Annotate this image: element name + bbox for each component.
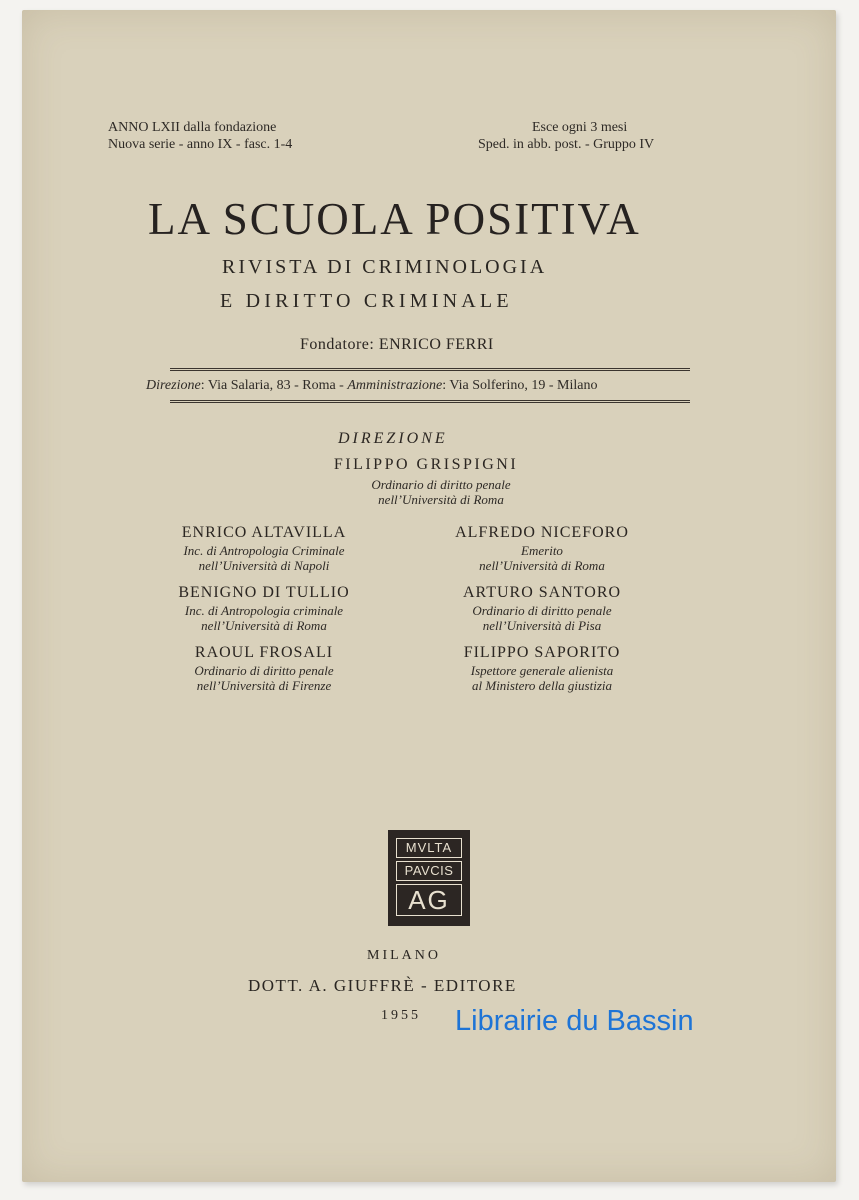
footer-city: MILANO	[367, 948, 441, 963]
footer-year: 1955	[381, 1008, 421, 1023]
logo-line2: PAVCIS	[396, 861, 462, 881]
member-block	[422, 524, 662, 573]
member-role-line1: Inc. di Antropologia criminale	[184, 603, 344, 618]
member-role-line2: nell’Università di Pisa	[482, 618, 602, 633]
amministrazione-label: Amministrazione	[347, 378, 443, 393]
director-role-line1: Ordinario di diritto penale	[371, 477, 511, 492]
member-block	[422, 644, 662, 693]
member-role-line1: Ordinario di diritto penale	[194, 663, 334, 678]
member-role-line1: Inc. di Antropologia Criminale	[183, 543, 345, 558]
bookseller-watermark: Librairie du Bassin	[455, 1005, 694, 1037]
publisher-logo	[388, 830, 470, 926]
address-line	[146, 378, 597, 394]
director-name: FILIPPO GRISPIGNI	[333, 456, 519, 473]
member-role-line1: Ispettore generale alienista	[470, 663, 614, 678]
director-block	[286, 456, 566, 507]
header-left-line2: Nuova serie - anno IX - fasc. 1-4	[108, 137, 293, 152]
page-title: LA SCUOLA POSITIVA	[148, 194, 641, 244]
logo-line1: MVLTA	[396, 838, 462, 858]
header-right-line2: Sped. in abb. post. - Gruppo IV	[478, 137, 655, 152]
logo-line3: AG	[396, 884, 462, 916]
member-name: ALFREDO NICEFORO	[455, 524, 629, 541]
member-block	[144, 644, 384, 693]
direzione-label: Direzione	[146, 378, 201, 393]
member-name: RAOUL FROSALI	[194, 644, 334, 661]
member-role-line2: nell’Università di Roma	[201, 618, 327, 633]
direzione-address: : Via Salaria, 83 - Roma -	[200, 378, 348, 393]
member-name: ARTURO SANTORO	[462, 584, 622, 601]
member-block	[144, 584, 384, 633]
member-name: BENIGNO DI TULLIO	[178, 584, 350, 601]
divider-top-2	[170, 370, 690, 371]
header-right-line1: Esce ogni 3 mesi	[532, 120, 628, 135]
member-name: ENRICO ALTAVILLA	[181, 524, 347, 541]
direzione-heading: DIREZIONE	[338, 430, 448, 447]
member-role-line1: Emerito	[521, 543, 563, 558]
header-left-line1: ANNO LXII dalla fondazione	[108, 120, 277, 135]
footer-publisher: DOTT. A. GIUFFRÈ - EDITORE	[248, 976, 517, 995]
member-role-line2: al Ministero della giustizia	[472, 678, 612, 693]
director-role-line2: nell’Università di Roma	[378, 492, 504, 507]
header-right	[478, 119, 698, 153]
divider-bottom-2	[170, 402, 690, 403]
magazine-cover	[22, 10, 836, 1182]
member-block	[144, 524, 384, 573]
member-name: FILIPPO SAPORITO	[463, 644, 621, 661]
member-role-line2: nell’Università di Napoli	[198, 558, 330, 573]
header-left	[108, 119, 292, 153]
subtitle-line1: RIVISTA DI CRIMINOLOGIA	[222, 256, 548, 278]
founder: Fondatore: ENRICO FERRI	[300, 336, 494, 353]
member-role-line1: Ordinario di diritto penale	[472, 603, 612, 618]
subtitle-line2: E DIRITTO CRIMINALE	[220, 290, 513, 312]
amministrazione-address: : Via Solferino, 19 - Milano	[442, 378, 598, 393]
member-role-line2: nell’Università di Firenze	[196, 678, 332, 693]
member-role-line2: nell’Università di Roma	[479, 558, 605, 573]
divider-bottom	[170, 400, 690, 401]
divider-top	[170, 368, 690, 369]
member-block	[422, 584, 662, 633]
